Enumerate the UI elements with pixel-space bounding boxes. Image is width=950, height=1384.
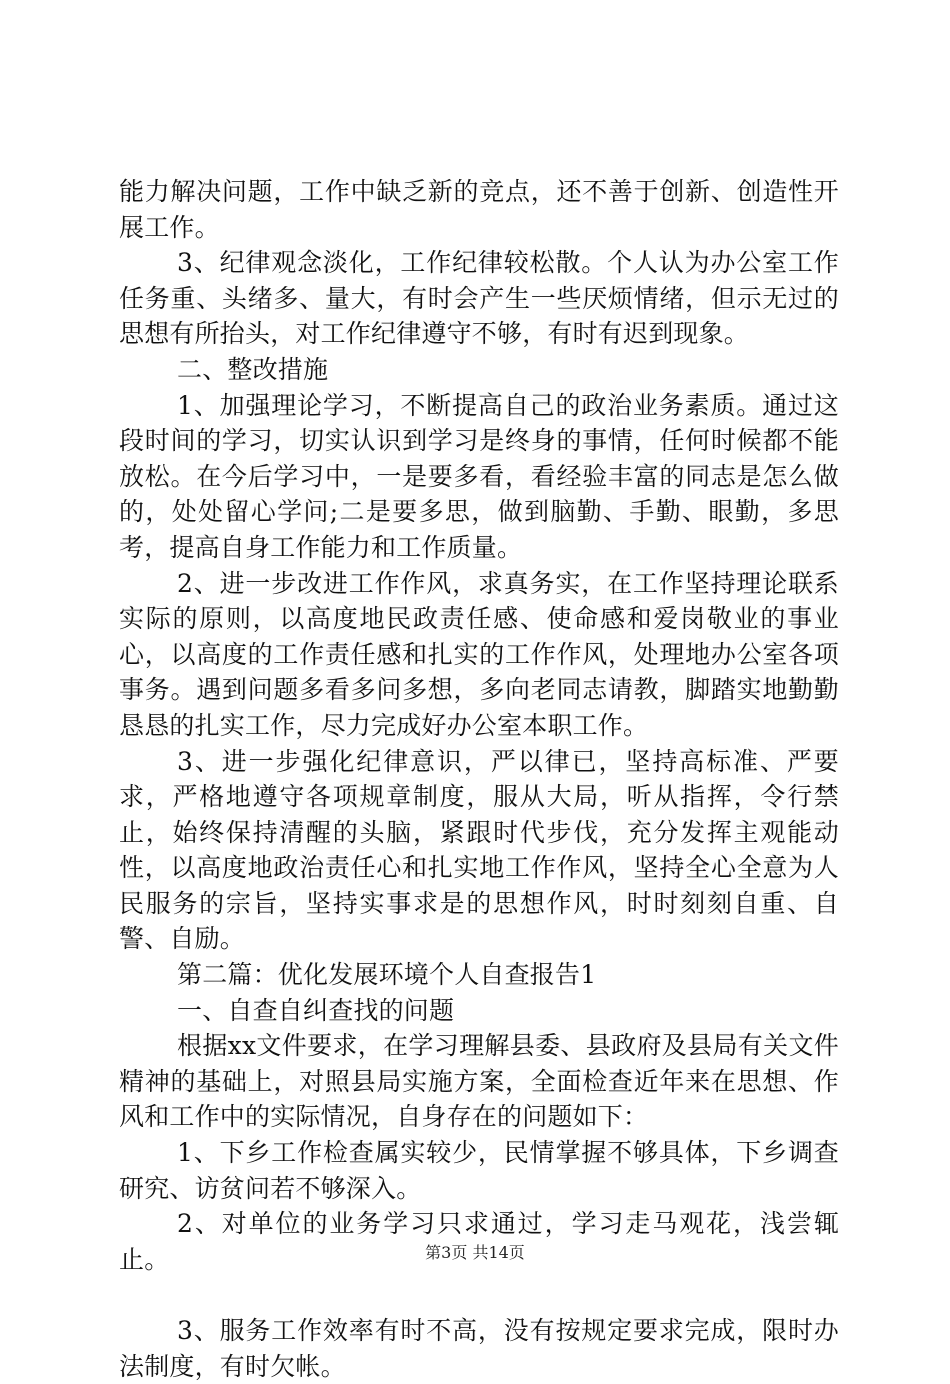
chapter-title-second: 第二篇：优化发展环境个人自查报告1: [177, 960, 597, 990]
paragraph-basis: 根据xx文件要求，在学习理解县委、县政府及县局有关文件精神的基础上，对照县局实施方案，全面检查近年来在思想、作风和工作中的实际情况，自身存在的问题如下：: [119, 1031, 839, 1132]
paragraph-work-style: 2、进一步改进工作作风，求真务实，在工作坚持理论联系实际的原则，以高度地民政责任感、使命感和爱岗敬业的事业心，以高度的工作责任感和扎实的工作作风，处理地办公室各项事务。遇到问题多看多问多想，多向老同志请教，脚踏实地勤勤恳恳的扎实工作，尽力完成好办公室本职工作。: [119, 568, 839, 740]
list-item-business-study: 2、对单位的业务学习只求通过，学习走马观花，浅尝辄止。: [119, 1209, 839, 1274]
blank-line: [119, 1277, 839, 1313]
document-body: [119, 174, 839, 1384]
section-heading-rectification: 二、整改措施: [177, 354, 329, 384]
list-item-service-efficiency: 3、服务工作效率有时不高，没有按规定要求完成，限时办法制度，有时欠帐。: [119, 1316, 839, 1381]
paragraph-discipline-awareness: 3、进一步强化纪律意识，严以律已，坚持高标准、严要求，严格地遵守各项规章制度，服从大局，听从指挥，令行禁止，始终保持清醒的头脑，紧跟时代步伐，充分发挥主观能动性，以高度地政治责任心和扎实地工作作风，坚持全心全意为人民服务的宗旨，坚持实事求是的思想作风，时时刻刻自重、自警、自励。: [119, 746, 839, 954]
list-item-field-work: 1、下乡工作检查属实较少，民情掌握不够具体，下乡调查研究、访贫问若不够深入。: [119, 1138, 839, 1203]
paragraph-discipline-issue: 3、纪律观念淡化，工作纪律较松散。个人认为办公室工作任务重、头绪多、量大，有时会产生一些厌烦情绪，但示无过的思想有所抬头，对工作纪律遵守不够，有时有迟到现象。: [119, 248, 839, 349]
page-number-footer: 第3页 共14页: [425, 1243, 525, 1262]
paragraph-theory-study: 1、加强理论学习，不断提高自己的政治业务素质。通过这段时间的学习，切实认识到学习是终身的事情，任何时候都不能放松。在今后学习中，一是要多看，看经验丰富的同志是怎么做的，处处留心学问;二是要多思，做到脑勤、手勤、眼勤，多思考，提高自身工作能力和工作质量。: [119, 390, 839, 562]
paragraph-continuation: 能力解决问题，工作中缺乏新的竞点，还不善于创新、创造性开展工作。: [119, 177, 839, 242]
section-heading-self-check: 一、自查自纠查找的问题: [177, 995, 455, 1025]
